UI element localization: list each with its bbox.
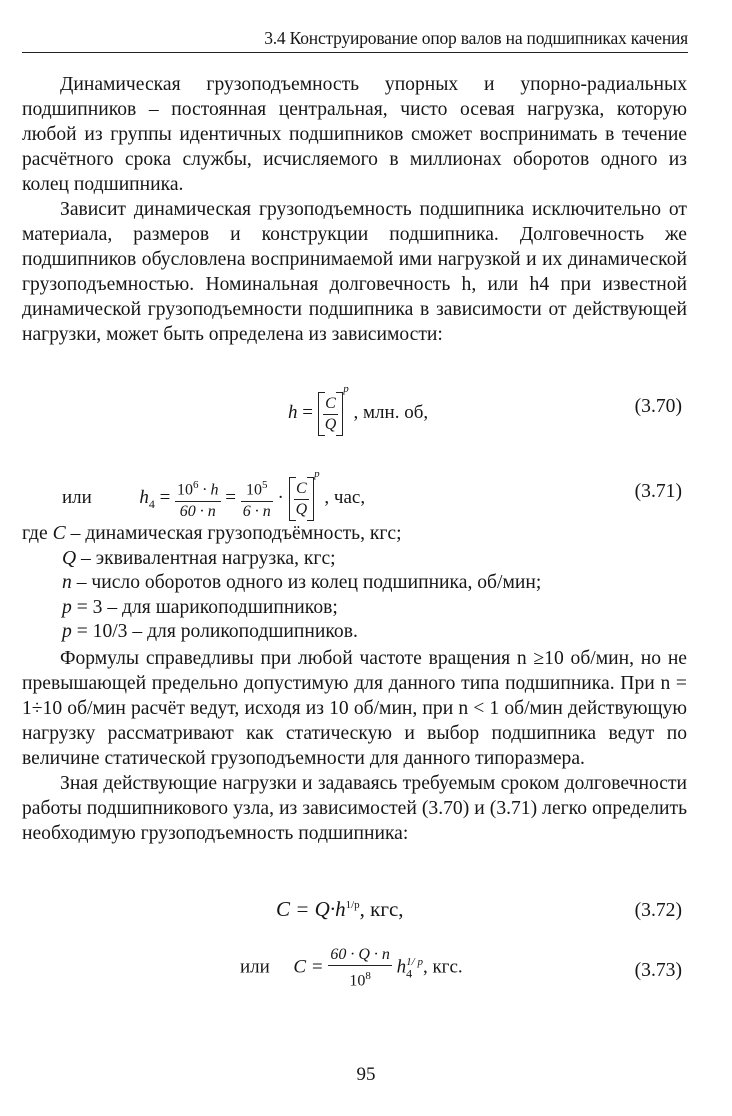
equation-3-72: $C = Q\cdot h^{1/p}$, кгс, xyxy=(276,897,404,921)
paragraph-dependence: Зависит динамическая грузоподъемность подшипника исключительно от материала, размеров и конструкции подшипника. Долговечность же подшипников обусловлена воспринимаемой ими нагрузкой и их динамической грузоподъемностью. Номинальная долговечность h, или h4 при известной динамической грузоподъемности подшипника в зависимости от действующей нагрузки, может быть определена из зависимости: xyxy=(22,199,687,345)
definition-item: Q – эквивалентная нагрузка, кгс; xyxy=(62,547,336,569)
definition-item: где C – динамическая грузоподъёмность, кгс; xyxy=(22,523,402,544)
equation-number-3-72: (3.72) xyxy=(634,900,682,921)
page-number: 95 xyxy=(356,1064,376,1085)
equation-number-3-71: (3.71) xyxy=(634,481,682,502)
bracket xyxy=(318,392,344,436)
bracket: $\frac{C}{Q}$ xyxy=(289,477,315,521)
equation-number-3-73: (3.73) xyxy=(634,960,682,981)
equation-3-71: или $h_4$ = $\frac{10^6 \cdot h}{60 \cdot n}$ = $\frac{10^5}{6 \cdot n}$ · $\frac{C}{Q}$ $^p$ , час, xyxy=(62,468,366,520)
fraction-3-73: $\frac{60 \cdot Q \cdot n}{10^8}$ xyxy=(330,946,390,990)
paragraph-dynamic-capacity-definition: Динамическая грузоподъемность упорных и упорно-радиальных подшипников – постоянная центральная, чисто осевая нагрузка, которую любой из группы идентичных подшипников сможет воспринимать в течение расчётного срока службы, исчисляемого в миллионах оборотов одного из колец подшипника. xyxy=(22,74,687,195)
definition-item: p = 10/3 – для роликоподшипников. xyxy=(62,621,358,642)
equation-3-73: или C = $\frac{60 \cdot Q \cdot n}{10^8}$ $h_4^{1/ p}$, кгс. xyxy=(240,946,463,990)
paragraph-required-capacity: Зная действующие нагрузки и задаваясь требуемым сроком долговечности работы подшипникового узла, из зависимостей (3.70) и (3.71) легко определить необходимую грузоподъемность подшипника: xyxy=(22,773,687,844)
fraction-2: $\frac{10^5}{6 \cdot n}$ xyxy=(241,476,273,520)
paragraph-formula-validity: Формулы справедливы при любой частоте вращения n ≥10 об/мин, но не превышающей предельно допустимую для данного типа подшипника. При n = 1÷10 об/мин расчёт ведут, исходя из 10 об/мин, при n < 1 об/мин действующую нагрузку рассматривают как статическую и выбор подшипника ведут по величине статической грузоподъемности для данного типоразмера. xyxy=(22,648,687,769)
paragraph-block-2 xyxy=(22,646,687,846)
equation-3-70: h = $\frac{C}{Q}$ $^p$ , млн. об, xyxy=(288,383,428,436)
running-header: 3.4 Конструирование опор валов на подшипниках качения xyxy=(22,28,688,53)
equation-number-3-70: (3.70) xyxy=(634,396,682,417)
fraction-c-over-q: $\frac{C}{Q}$ xyxy=(324,394,337,433)
definition-item: p = 3 – для шарикоподшипников; xyxy=(62,596,338,618)
fraction-1: $\frac{10^6 \cdot h}{60 \cdot n}$ xyxy=(175,476,221,520)
symbol-definitions xyxy=(22,522,687,645)
paragraph-block-1 xyxy=(22,72,687,347)
definition-item: n – число оборотов одного из колец подшипника, об/мин; xyxy=(62,572,542,593)
